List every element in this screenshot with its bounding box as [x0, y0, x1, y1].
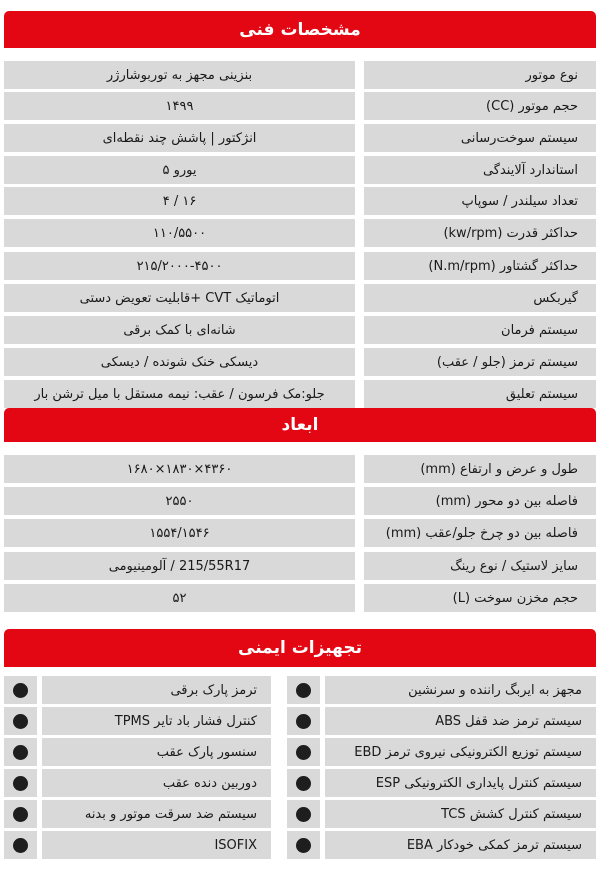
spec-value: ۱۴۹۹ — [4, 92, 355, 120]
bullet-cell — [287, 738, 320, 766]
dim-row-tire — [4, 552, 596, 580]
spec-label: حجم موتور (CC) — [364, 92, 596, 120]
spec-label: نوع موتور — [364, 61, 596, 89]
spec-value: بنزینی مجهز به توربوشارژر — [4, 61, 355, 89]
bullet-dot-icon — [13, 838, 28, 853]
spec-label: فاصله بین دو محور (mm) — [364, 487, 596, 515]
spec-row-brakes — [4, 348, 596, 376]
spec-label: سیستم تعلیق — [364, 380, 596, 408]
safety-label: سیستم کنترل کشش TCS — [325, 800, 596, 828]
bullet-cell — [4, 800, 37, 828]
dim-row-wheelbase — [4, 487, 596, 515]
safety-item — [287, 676, 596, 704]
spec-label: سیستم ترمز (جلو / عقب) — [364, 348, 596, 376]
spec-value: ۱۵۵۴/۱۵۴۶ — [4, 519, 355, 547]
spec-value: اتوماتیک CVT +قابلیت تعویض دستی — [4, 284, 355, 312]
bullet-dot-icon — [296, 776, 311, 791]
spec-row-emission — [4, 156, 596, 184]
spec-row-steering — [4, 316, 596, 344]
safety-item — [4, 800, 271, 828]
safety-item — [4, 831, 271, 859]
safety-label: ترمز پارک برقی — [42, 676, 271, 704]
spec-label: فاصله بین دو چرخ جلو/عقب (mm) — [364, 519, 596, 547]
safety-item — [4, 676, 271, 704]
bullet-cell — [287, 676, 320, 704]
bullet-dot-icon — [13, 745, 28, 760]
bullet-cell — [287, 769, 320, 797]
spec-value: یورو ۵ — [4, 156, 355, 184]
safety-item — [287, 707, 596, 735]
safety-label: سیستم کنترل پایداری الکترونیکی ESP — [325, 769, 596, 797]
technical-specs-header: مشخصات فنی — [4, 11, 596, 48]
safety-label: سیستم توزیع الکترونیکی نیروی ترمز EBD — [325, 738, 596, 766]
safety-label: مجهز به ایربگ راننده و سرنشین — [325, 676, 596, 704]
spec-value: ۲۱۵/۲۰۰۰-۴۵۰۰ — [4, 252, 355, 280]
bullet-dot-icon — [13, 714, 28, 729]
bullet-dot-icon — [296, 714, 311, 729]
spec-value: 215/55R17 / آلومینیومی — [4, 552, 355, 580]
safety-label: دوربین دنده عقب — [42, 769, 271, 797]
bullet-cell — [287, 831, 320, 859]
bullet-cell — [287, 800, 320, 828]
dim-row-size — [4, 455, 596, 483]
bullet-dot-icon — [13, 776, 28, 791]
safety-item — [287, 800, 596, 828]
bullet-cell — [4, 769, 37, 797]
spec-value: ۴۳۶۰×۱۸۳۰×۱۶۸۰ — [4, 455, 355, 483]
spec-row-cylinders — [4, 187, 596, 215]
spec-label: گیربکس — [364, 284, 596, 312]
spec-value: انژکتور | پاشش چند نقطه‌ای — [4, 124, 355, 152]
dim-row-fuel-tank — [4, 584, 596, 612]
spec-label: حداکثر گشتاور (N.m/rpm) — [364, 252, 596, 280]
bullet-cell — [4, 676, 37, 704]
safety-item — [4, 707, 271, 735]
safety-label: سنسور پارک عقب — [42, 738, 271, 766]
spec-value: جلو:مک فرسون / عقب: نیمه مستقل با میل ترشن بار — [4, 380, 355, 408]
safety-item — [287, 831, 596, 859]
safety-item — [287, 738, 596, 766]
spec-value: شانه‌ای با کمک برقی — [4, 316, 355, 344]
bullet-cell — [287, 707, 320, 735]
bullet-cell — [4, 738, 37, 766]
bullet-dot-icon — [296, 745, 311, 760]
spec-row-max-power — [4, 219, 596, 247]
safety-label: سیستم ترمز کمکی خودکار EBA — [325, 831, 596, 859]
spec-label: تعداد سیلندر / سوپاپ — [364, 187, 596, 215]
bullet-dot-icon — [296, 838, 311, 853]
safety-item — [287, 769, 596, 797]
spec-label: استاندارد آلایندگی — [364, 156, 596, 184]
bullet-dot-icon — [296, 807, 311, 822]
spec-value: ۲۵۵۰ — [4, 487, 355, 515]
spec-value: ۱۶ / ۴ — [4, 187, 355, 215]
dimensions-header: ابعاد — [4, 408, 596, 442]
spec-value: ۵۲ — [4, 584, 355, 612]
bullet-cell — [4, 831, 37, 859]
bullet-dot-icon — [13, 807, 28, 822]
safety-label: ISOFIX — [42, 831, 271, 859]
safety-header: تجهیزات ایمنی — [4, 629, 596, 667]
spec-row-suspension — [4, 380, 596, 408]
spec-row-gearbox — [4, 284, 596, 312]
spec-row-engine-type — [4, 61, 596, 89]
spec-label: سایز لاستیک / نوع رینگ — [364, 552, 596, 580]
safety-label: سیستم ضد سرقت موتور و بدنه — [42, 800, 271, 828]
spec-row-fuel-system — [4, 124, 596, 152]
bullet-dot-icon — [296, 683, 311, 698]
spec-label: حداکثر قدرت (kw/rpm) — [364, 219, 596, 247]
spec-label: حجم مخزن سوخت (L) — [364, 584, 596, 612]
spec-value: دیسکی خنک شونده / دیسکی — [4, 348, 355, 376]
safety-item — [4, 738, 271, 766]
safety-label: سیستم ترمز ضد قفل ABS — [325, 707, 596, 735]
bullet-cell — [4, 707, 37, 735]
spec-label: طول و عرض و ارتفاع (mm) — [364, 455, 596, 483]
spec-label: سیستم سوخت‌رسانی — [364, 124, 596, 152]
spec-value: ۱۱۰/۵۵۰۰ — [4, 219, 355, 247]
bullet-dot-icon — [13, 683, 28, 698]
safety-item — [4, 769, 271, 797]
dim-row-track — [4, 519, 596, 547]
spec-row-displacement — [4, 92, 596, 120]
spec-label: سیستم فرمان — [364, 316, 596, 344]
safety-label: کنترل فشار باد تایر TPMS — [42, 707, 271, 735]
spec-row-max-torque — [4, 252, 596, 280]
